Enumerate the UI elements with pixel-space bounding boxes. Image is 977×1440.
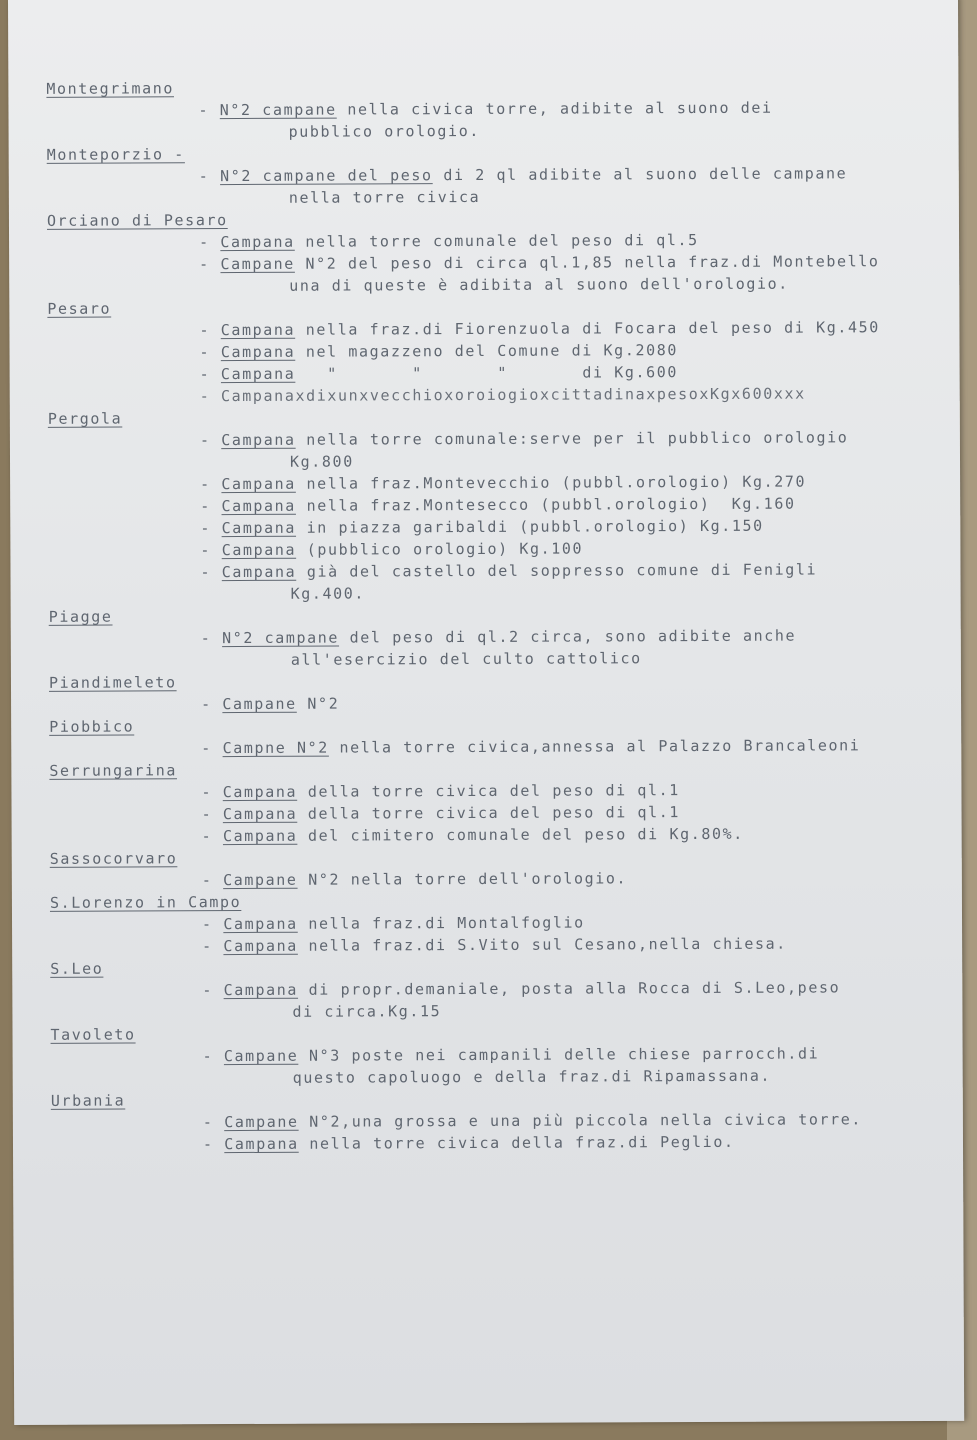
municipality-name: Monteporzio -: [46, 145, 185, 164]
municipality-name: Pergola: [47, 409, 123, 428]
item-dash: -: [200, 475, 211, 494]
bell-item-lead: Campana: [223, 914, 298, 934]
bell-item-lead: Campane: [220, 254, 295, 274]
bell-item-text: " " " di Kg.600: [295, 363, 679, 383]
bell-item-lead: Campana: [221, 430, 296, 450]
item-dash: -: [202, 1047, 214, 1066]
municipality-entry: [41, 756, 951, 848]
bell-item-text: nella torre civica della fraz.di Peglio.: [298, 1132, 735, 1153]
bell-item-text: nella fraz.di Fiorenzuola di Focara del peso di Kg.450: [295, 318, 880, 339]
bell-item-lead: Campane: [222, 694, 297, 714]
item-dash: -: [199, 233, 210, 252]
bell-item-line: [202, 910, 952, 935]
municipality-entry: [41, 712, 951, 760]
bell-item-lead: Campana: [223, 980, 299, 1000]
municipality-entry: [40, 404, 951, 606]
municipality-name: Serrungarina: [49, 761, 177, 780]
bell-item-line: [199, 162, 949, 187]
bell-item-text: nella fraz.Montevecchio (pubbl.orologio) Kg.270: [295, 472, 807, 493]
bell-item-line: [202, 800, 952, 825]
municipality-name: S.Lorenzo in Campo: [49, 892, 242, 912]
bell-item-continuation: all'esercizio del culto cattolico: [290, 649, 642, 669]
bell-item-lead: Campana: [221, 496, 296, 516]
bell-item-continuation: pubblico orologio.: [288, 121, 480, 141]
item-dash: -: [199, 365, 211, 384]
bell-item-text: di propr.demaniale, posta alla Rocca di S.Leo,peso: [297, 978, 841, 999]
bell-item-lead: Campana: [220, 320, 296, 340]
item-dash: -: [201, 739, 212, 758]
bell-item-line: [202, 822, 952, 847]
bell-item-line: [199, 250, 949, 275]
item-dash: -: [202, 1113, 214, 1132]
bell-item-line: [201, 624, 951, 649]
municipality-entry: [43, 1086, 953, 1156]
municipality-entry: [42, 954, 952, 1024]
bell-item-line: [200, 558, 950, 583]
bell-item-lead: Campana: [222, 804, 298, 824]
municipality-entry: [42, 1020, 952, 1090]
bell-item-line: [200, 426, 950, 451]
bell-item-lead: Campana: [221, 562, 297, 582]
bell-item-line: [202, 932, 952, 957]
typed-document-page: [8, 0, 964, 1425]
bell-item-text: nella torre comunale del peso di ql.5: [294, 230, 699, 251]
bell-item-text: nella fraz.di S.Vito sul Cesano,nella chiesa.: [297, 934, 787, 955]
item-dash: -: [201, 805, 213, 824]
bell-item-text: della torre civica del peso di ql.1: [297, 781, 680, 801]
municipality-name: Orciano di Pesaro: [46, 211, 228, 230]
municipality-name: Piandimeleto: [48, 673, 177, 692]
bell-item-continuation: una di queste è adibita al suono dell'orologio.: [289, 274, 789, 295]
municipality-entry: [39, 294, 949, 408]
bell-item-text: nella torre comunale:serve per il pubblico orologio: [295, 428, 849, 449]
item-dash: -: [199, 255, 210, 274]
bell-item-text: nella fraz.Montesecco (pubbl.orologio) Kg.160: [295, 494, 796, 515]
municipality-entry: [41, 668, 951, 716]
bell-item-continuation: Kg.800: [289, 452, 354, 471]
bell-item-lead: N°2 campane del peso: [220, 166, 433, 186]
bell-item-text: N°2 nella torre dell'orologio.: [297, 869, 628, 889]
bell-item-lead: Campana: [220, 342, 296, 362]
bell-item-text: in piazza garibaldi (pubbl.orologio) Kg.150: [295, 516, 764, 537]
bell-item-lead: Campana: [220, 364, 296, 384]
bell-item-text: CampanaxdixunxvecchioxoroiogioxcittadinaxpesoxKgx600xxx: [220, 384, 806, 406]
municipality-entry: [42, 888, 952, 958]
municipality-name: Urbania: [50, 1091, 126, 1110]
bell-item-text: N°2 del peso di circa ql.1,85 nella fraz.di Montebello: [294, 252, 880, 273]
bell-item-lead: Campana: [222, 782, 298, 802]
item-dash: -: [200, 563, 212, 582]
municipality-name: S.Leo: [50, 959, 104, 978]
item-dash: -: [198, 101, 210, 120]
municipality-name: Pesaro: [47, 299, 112, 318]
municipality-name: Piagge: [48, 607, 113, 626]
municipality-name: Sassocorvaro: [49, 849, 178, 868]
bell-item-text: N°2: [296, 694, 340, 713]
municipality-entry: [39, 206, 949, 298]
bell-item-lead: Campane: [224, 1112, 299, 1132]
item-dash: -: [198, 167, 210, 186]
bell-item-line: [201, 778, 951, 803]
bell-item-text: nel magazzeno del Comune di Kg.2080: [295, 341, 678, 361]
bell-item-line: [202, 976, 952, 1001]
bell-item-lead: N°2 campane: [219, 100, 337, 120]
bell-item-line: [203, 1108, 953, 1133]
item-dash: -: [201, 871, 213, 890]
bell-item-line: [200, 514, 950, 539]
bell-item-continuation: di circa.Kg.15: [292, 1002, 442, 1021]
bell-item-text: del peso di ql.2 circa, sono adibite anche: [338, 626, 797, 647]
bell-item-line: [199, 228, 949, 253]
item-dash: -: [201, 915, 213, 934]
bell-item-text: della torre civica del peso di ql.1: [297, 803, 681, 823]
municipality-entry: [38, 74, 948, 144]
item-dash: -: [199, 321, 211, 340]
bell-item-lead: Campana: [221, 540, 297, 560]
item-dash: -: [202, 1135, 214, 1154]
municipality-name: Piobbico: [49, 717, 135, 736]
item-dash: -: [202, 937, 213, 956]
item-dash: -: [201, 827, 213, 846]
item-dash: -: [200, 629, 212, 648]
bell-item-line: [203, 1042, 953, 1067]
bell-item-lead: Campana: [220, 232, 295, 252]
municipality-name: Montegrimano: [46, 79, 175, 98]
bell-item-lead: Campane: [223, 1046, 299, 1066]
bell-item-text: nella civica torre, adibite al suono dei: [336, 98, 773, 119]
bell-item-lead: Campana: [224, 1134, 299, 1154]
bell-item-line: [202, 866, 952, 891]
bell-item-continuation: nella torre civica: [288, 187, 481, 207]
item-dash: -: [199, 387, 211, 406]
item-dash: -: [202, 981, 214, 1000]
municipality-entry: [42, 844, 952, 892]
bell-item-lead: Campana: [221, 474, 296, 494]
bell-item-lead: Campne N°2: [222, 738, 329, 758]
bell-item-line: [199, 338, 949, 363]
bell-item-text: N°2,una grossa e una più piccola nella civica torre.: [298, 1110, 863, 1131]
item-dash: -: [201, 783, 213, 802]
bell-item-lead: Campana: [223, 936, 298, 956]
bell-item-lead: Campana: [221, 518, 297, 538]
bell-item-line: [201, 734, 951, 759]
bell-item-lead: Campana: [222, 826, 298, 846]
bell-item-line: [200, 360, 950, 385]
bell-item-text: nella torre civica,annessa al Palazzo Brancaleoni: [328, 736, 861, 757]
bell-item-line: [201, 690, 951, 715]
bell-item-text: N°3 poste nei campanili delle chiese parrocch.di: [298, 1044, 820, 1065]
item-dash: -: [201, 695, 212, 714]
bell-item-line: [198, 96, 948, 121]
bell-item-line: [203, 1130, 953, 1155]
item-dash: -: [200, 519, 211, 538]
bell-item-line: [200, 536, 950, 561]
bell-item-text: del cimitero comunale del peso di Kg.80%.: [297, 824, 744, 845]
bell-item-continuation: Kg.400.: [290, 584, 366, 603]
bell-item-line: [199, 316, 949, 341]
item-dash: -: [199, 431, 211, 450]
item-dash: -: [200, 497, 211, 516]
bell-item-lead: N°2 campane: [222, 628, 340, 648]
bell-item-text: già del castello del soppresso comune di Fenigli: [296, 560, 818, 581]
bell-item-continuation: questo capoluogo e della fraz.di Ripamassana.: [292, 1066, 772, 1087]
bell-item-text: di 2 ql adibite al suono delle campane: [432, 164, 848, 185]
item-dash: -: [200, 541, 212, 560]
municipality-entry: [41, 602, 951, 672]
bell-item-text: (pubblico orologio) Kg.100: [296, 539, 584, 559]
municipality-name: Tavoleto: [50, 1025, 136, 1044]
bell-item-lead: Campane: [223, 870, 298, 890]
item-dash: -: [199, 343, 211, 362]
bell-item-line: [200, 492, 950, 517]
municipality-entry: [39, 140, 949, 210]
bell-inventory-list: [38, 74, 953, 1156]
bell-item-text: nella fraz.di Montalfoglio: [297, 913, 585, 933]
bell-item-line: [200, 382, 950, 407]
bell-item-line: [200, 470, 950, 495]
